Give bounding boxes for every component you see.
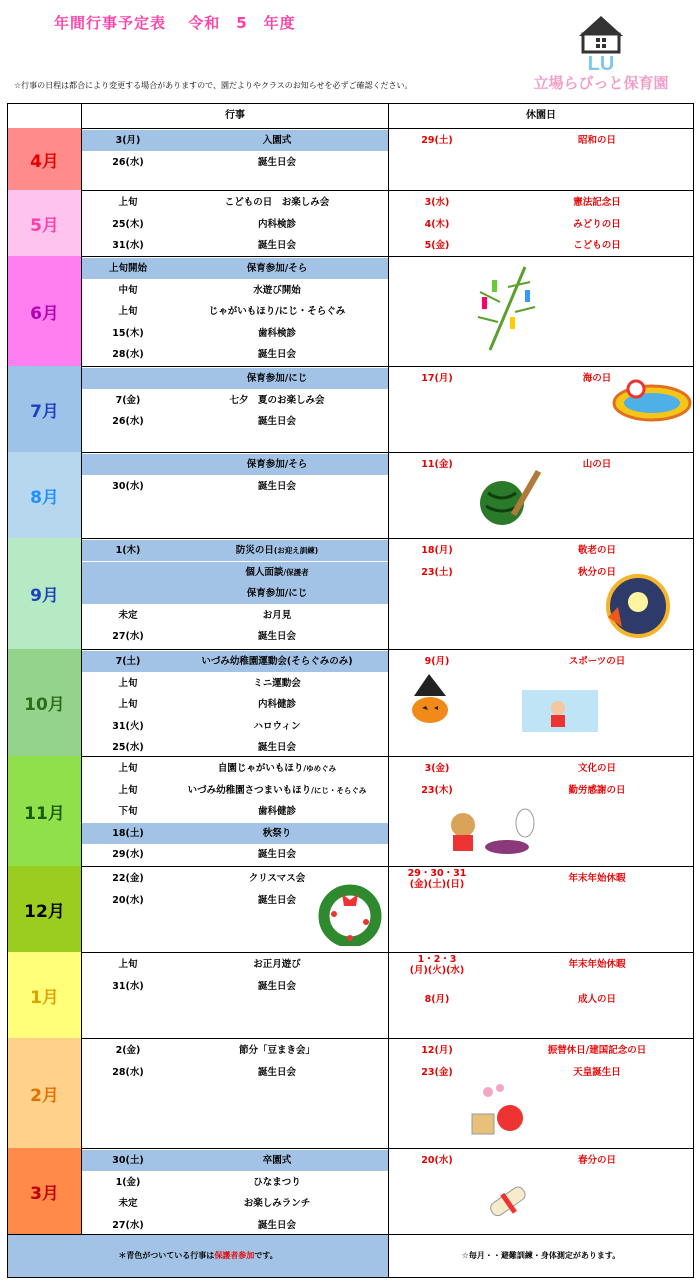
event-name-text: 水遊び開始	[253, 284, 301, 296]
event-name-text: 保育参加/にじ	[246, 588, 308, 600]
column-divider	[388, 104, 389, 1277]
event-name	[168, 258, 386, 279]
month-label: 5月	[8, 190, 82, 256]
holiday-row	[389, 954, 693, 975]
event-date: 30(土)	[112, 1155, 144, 1166]
holiday-date: 23(金)	[421, 1066, 453, 1078]
month-divider	[8, 952, 693, 953]
event-name-text: 歯科健診	[257, 806, 296, 818]
event-row	[82, 716, 388, 737]
event-name	[168, 976, 386, 997]
event-name-text: 七夕 夏のお楽しみ会	[229, 394, 325, 406]
event-row	[82, 411, 388, 432]
event-name	[168, 605, 386, 626]
month-label: 4月	[8, 128, 82, 190]
holiday-name: 年末年始休暇	[568, 873, 626, 884]
holiday-name: スポーツの日	[568, 656, 626, 667]
event-name	[168, 344, 386, 365]
month-label: 12月	[8, 866, 82, 952]
event-name	[168, 152, 386, 173]
event-row	[82, 583, 388, 604]
event-name-text: 誕生日会	[257, 349, 296, 361]
event-row	[82, 280, 388, 301]
footer-note-right: ☆毎月・・避難訓練・身体測定があります。	[461, 1251, 621, 1260]
month-divider	[8, 190, 693, 191]
event-date: 29(水)	[112, 849, 144, 861]
holiday-row	[389, 780, 693, 801]
column-header-holidays: 休園日	[526, 110, 556, 121]
page-title: 年間行事予定表 令和 5 年度	[54, 14, 296, 32]
event-date: 26(水)	[112, 156, 144, 168]
event-date: 上旬	[118, 306, 138, 318]
event-row	[82, 626, 388, 647]
event-name	[168, 673, 386, 694]
holiday-date-weekdays: (金)(土)(日)	[409, 879, 465, 890]
house-logo-icon	[526, 14, 676, 74]
event-name-text: ひなまつり	[253, 1176, 301, 1188]
event-date: 上旬	[118, 784, 138, 796]
event-name	[168, 390, 386, 411]
event-date: 上旬	[118, 959, 138, 970]
header-month-divider	[81, 104, 82, 128]
holiday-name: 天皇誕生日	[573, 1066, 621, 1078]
month-label: 9月	[8, 538, 82, 649]
holiday-name: みどりの日	[573, 218, 621, 230]
tanabata-bamboo-illustration	[470, 262, 540, 352]
event-name	[168, 192, 386, 213]
event-row	[82, 801, 388, 822]
event-row	[82, 454, 388, 475]
event-name-text: 秋祭り	[262, 827, 292, 839]
event-name-suffix: /保護者	[283, 567, 309, 577]
event-name-text: お正月遊び	[253, 959, 301, 970]
event-name-text: 保育参加/にじ	[246, 373, 308, 384]
event-name-text: 誕生日会	[257, 894, 296, 906]
event-row	[82, 844, 388, 865]
event-row	[82, 301, 388, 322]
holiday-row	[389, 1150, 693, 1171]
event-row	[82, 737, 388, 758]
event-date: 中旬	[118, 284, 138, 296]
month-label: 7月	[8, 366, 82, 452]
holiday-date-weekdays: (月)(火)(水)	[409, 965, 465, 976]
event-row	[82, 235, 388, 256]
event-name	[168, 1215, 386, 1236]
event-name	[168, 368, 386, 389]
event-name	[168, 214, 386, 235]
nursery-logo	[526, 14, 676, 100]
month-divider	[8, 866, 693, 867]
footer-left-red: 保護者参加	[214, 1251, 255, 1260]
holiday-row	[389, 214, 693, 235]
event-name	[168, 301, 386, 322]
holiday-date: 12(月)	[421, 1045, 453, 1056]
holiday-row	[389, 1062, 693, 1083]
event-row	[82, 476, 388, 497]
event-name	[168, 954, 386, 975]
event-row	[82, 192, 388, 213]
holiday-date: 11(金)	[421, 459, 453, 470]
event-name-suffix: /にじ・そらぐみ	[311, 785, 367, 795]
event-row	[82, 1150, 388, 1171]
month-divider	[8, 1038, 693, 1039]
month-divider	[8, 452, 693, 453]
event-name-text: 防災の日	[235, 545, 274, 556]
event-row	[82, 605, 388, 626]
event-row	[82, 1040, 388, 1061]
holiday-name: 春分の日	[577, 1155, 616, 1166]
event-row	[82, 1172, 388, 1193]
event-row	[82, 130, 388, 151]
month-label: 1月	[8, 952, 82, 1038]
event-name-text: クリスマス会	[248, 873, 306, 884]
event-name-text: ハロウィン	[253, 720, 301, 732]
footer-note-left	[8, 1235, 388, 1277]
pool-illustration	[612, 375, 694, 423]
event-date: 18(土)	[112, 827, 144, 839]
event-row	[82, 390, 388, 411]
event-name	[168, 1062, 386, 1083]
event-date: 下旬	[118, 806, 138, 818]
event-date: 1(金)	[115, 1176, 141, 1188]
holiday-row	[389, 651, 693, 672]
holiday-row	[389, 758, 693, 779]
event-date: 上旬	[118, 197, 138, 208]
event-name	[168, 235, 386, 256]
event-name-text: 保育参加/そら	[246, 459, 308, 470]
event-date: 上旬	[118, 699, 138, 711]
event-date: 31(火)	[112, 720, 144, 732]
event-name	[168, 780, 386, 801]
holiday-date: 29(土)	[421, 135, 453, 146]
event-date: 25(水)	[112, 742, 144, 754]
month-label: 6月	[8, 256, 82, 366]
event-row	[82, 673, 388, 694]
event-row	[82, 540, 388, 561]
holiday-date: 29・30・31	[407, 868, 467, 879]
event-row	[82, 694, 388, 715]
event-date: 7(金)	[115, 394, 141, 406]
event-name-text: 保育参加/そら	[246, 263, 308, 274]
event-name	[168, 651, 386, 672]
event-name-text: 入園式	[262, 135, 292, 146]
holiday-date: 3(水)	[424, 197, 450, 208]
holiday-date: 5(金)	[424, 240, 450, 252]
event-name	[168, 823, 386, 844]
event-date: 未定	[118, 609, 138, 621]
event-name	[168, 562, 386, 583]
holiday-name: 年末年始休暇	[568, 959, 626, 970]
event-name	[168, 411, 386, 432]
event-name-text: ミニ運動会	[253, 677, 301, 689]
event-name	[168, 476, 386, 497]
event-date: 27(水)	[112, 631, 144, 643]
event-row	[82, 823, 388, 844]
event-date: 26(水)	[112, 416, 144, 428]
event-date: 7(土)	[115, 656, 141, 667]
event-name-text: 卒園式	[262, 1155, 292, 1166]
halloween-pumpkin-icon	[404, 672, 454, 724]
event-row	[82, 152, 388, 173]
event-date: 上旬開始	[108, 263, 147, 274]
event-name-text: 誕生日会	[257, 980, 296, 992]
event-row	[82, 323, 388, 344]
holiday-name: 成人の日	[577, 993, 616, 1005]
event-date: 22(金)	[112, 873, 144, 884]
event-name-text: お楽しみランチ	[243, 1198, 311, 1210]
header-divider	[8, 128, 693, 129]
sports-day-illustration	[520, 682, 600, 734]
event-row	[82, 1062, 388, 1083]
event-name	[168, 323, 386, 344]
holiday-name: 勤労感謝の日	[568, 784, 626, 796]
event-row	[82, 1193, 388, 1214]
setsubun-illustration	[468, 1082, 530, 1140]
event-name	[168, 130, 386, 151]
diploma-scroll-icon	[484, 1178, 534, 1228]
month-label: 10月	[8, 649, 82, 756]
event-row	[82, 214, 388, 235]
holiday-row	[389, 235, 693, 256]
event-name	[168, 1193, 386, 1214]
event-date: 2(金)	[115, 1045, 141, 1056]
event-name-text: こどもの日 お楽しみ会	[224, 197, 330, 208]
holiday-date: 17(月)	[421, 373, 453, 384]
holiday-name: 敬老の日	[577, 545, 616, 556]
month-divider	[8, 649, 693, 650]
month-label: 2月	[8, 1038, 82, 1148]
event-name	[168, 694, 386, 715]
holiday-date: 8(月)	[424, 993, 450, 1005]
event-name-text: じゃがいもほり/にじ・そらぐみ	[208, 306, 346, 318]
event-name-text: いづみ幼稚園運動会(そらぐみのみ)	[201, 656, 353, 667]
holiday-name: 振替休日/建国記念の日	[547, 1045, 647, 1056]
event-name	[168, 758, 386, 779]
footer-left-pre: ＊青色がついている行事は	[118, 1251, 215, 1260]
footer-left-post: です。	[254, 1251, 278, 1260]
event-row	[82, 976, 388, 997]
event-row	[82, 651, 388, 672]
event-date: 上旬	[118, 677, 138, 689]
event-name	[168, 716, 386, 737]
month-label: 3月	[8, 1148, 82, 1234]
event-name-text: 節分「豆まき会」	[238, 1045, 315, 1056]
event-name-suffix: (お迎え訓練)	[273, 546, 319, 555]
event-name-text: 誕生日会	[257, 1066, 296, 1078]
event-name	[168, 1040, 386, 1061]
holiday-date: 3(金)	[424, 763, 450, 774]
holiday-date: 9(月)	[424, 656, 450, 667]
holiday-date: 23(木)	[421, 784, 453, 796]
moon-viewing-illustration	[600, 572, 675, 642]
event-row	[82, 258, 388, 279]
event-date: 20(水)	[112, 894, 144, 906]
month-label: 8月	[8, 452, 82, 538]
event-name-text: 誕生日会	[257, 631, 296, 643]
event-name-text: 個人面談	[245, 566, 284, 578]
event-date: 27(水)	[112, 1219, 144, 1231]
event-name-text: 誕生日会	[257, 480, 296, 492]
event-date: 未定	[118, 1198, 138, 1210]
event-name-text: いづみ幼稚園さつまいもほり	[187, 784, 312, 796]
event-date: 3(月)	[115, 135, 141, 146]
holiday-date: 4(木)	[424, 218, 450, 230]
event-date: 15(木)	[112, 327, 144, 339]
event-name-text: 誕生日会	[257, 849, 296, 861]
event-row	[82, 758, 388, 779]
holiday-row	[389, 989, 693, 1010]
month-label: 11月	[8, 756, 82, 866]
event-name	[168, 583, 386, 604]
event-date: 31(水)	[112, 240, 144, 252]
event-name-text: 誕生日会	[257, 416, 296, 428]
column-header-events: 行事	[225, 110, 245, 121]
schedule-note: ☆行事の日程は都合により変更する場合がありますので、園だよりやクラスのお知らせを必ずご確認ください。	[14, 81, 413, 90]
event-name	[168, 1150, 386, 1171]
event-name	[168, 737, 386, 758]
event-date: 28(水)	[112, 349, 144, 361]
event-row	[82, 344, 388, 365]
event-name	[168, 280, 386, 301]
event-name-text: 内科検診	[257, 218, 296, 230]
holiday-name: 昭和の日	[577, 135, 616, 146]
event-name-text: 誕生日会	[257, 240, 296, 252]
event-row	[82, 562, 388, 583]
holiday-name: 憲法記念日	[573, 197, 621, 208]
event-name	[168, 454, 386, 475]
christmas-wreath-icon	[316, 884, 384, 946]
event-date: 25(木)	[112, 218, 144, 230]
holiday-row	[389, 540, 693, 561]
potato-digging-illustration	[445, 805, 540, 860]
logo-text: 立場らびっと保育園	[533, 74, 669, 92]
holiday-name: 秋分の日	[577, 566, 616, 578]
event-row	[82, 954, 388, 975]
event-name	[168, 540, 386, 561]
holiday-date: 20(水)	[421, 1155, 453, 1166]
event-row	[82, 780, 388, 801]
holiday-date: 18(月)	[421, 545, 453, 556]
month-divider	[8, 366, 693, 367]
holiday-name: 海の日	[582, 373, 612, 384]
event-name	[168, 1172, 386, 1193]
event-name-text: 歯科検診	[257, 327, 296, 339]
holiday-row	[389, 868, 693, 889]
event-name-text: 内科健診	[257, 699, 296, 711]
watermelon-illustration	[478, 458, 553, 528]
event-name-text: 誕生日会	[257, 1219, 296, 1231]
event-name	[168, 626, 386, 647]
holiday-name: 文化の日	[577, 763, 616, 774]
event-date: 上旬	[118, 763, 138, 774]
holiday-row	[389, 1040, 693, 1061]
holiday-row	[389, 130, 693, 151]
event-name	[168, 801, 386, 822]
month-divider	[8, 538, 693, 539]
month-divider	[8, 1148, 693, 1149]
event-name-text: お月見	[262, 609, 292, 621]
event-name-text: 誕生日会	[257, 742, 296, 754]
holiday-row	[389, 192, 693, 213]
event-name	[168, 844, 386, 865]
event-name-text: 誕生日会	[257, 156, 296, 168]
event-date: 1(木)	[115, 545, 141, 556]
holiday-name: 山の日	[582, 459, 612, 470]
event-date: 28(水)	[112, 1066, 144, 1078]
event-date: 30(水)	[112, 480, 144, 492]
event-date: 31(水)	[112, 980, 144, 992]
holiday-date: 1・2・3	[417, 954, 457, 965]
holiday-date: 23(土)	[421, 566, 453, 578]
event-name-text: 自園じゃがいもほり	[217, 763, 304, 774]
svg-text:LU: LU	[587, 53, 615, 74]
event-row	[82, 1215, 388, 1236]
event-name-suffix: /ゆめぐみ	[303, 764, 337, 773]
holiday-name: こどもの日	[573, 240, 621, 252]
event-row	[82, 368, 388, 389]
